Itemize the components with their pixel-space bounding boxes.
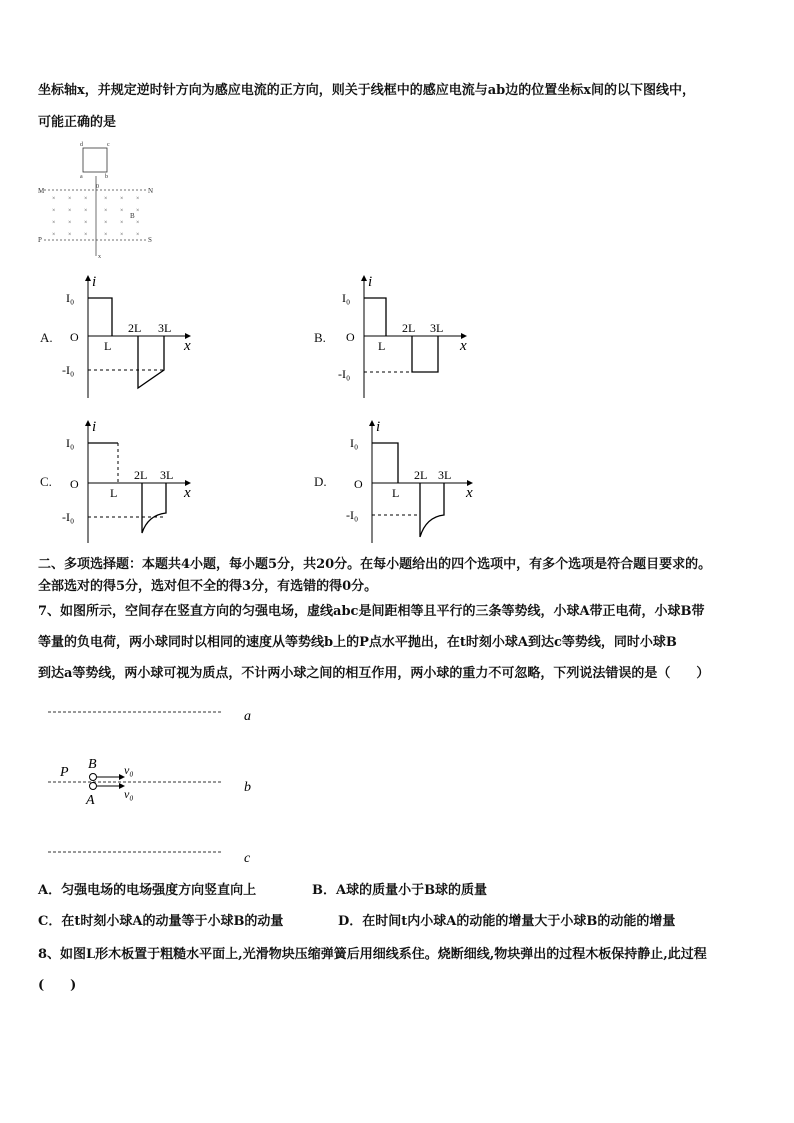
- neg-i0-label: -I₀: [62, 363, 75, 377]
- ball-b-label: B: [88, 757, 97, 772]
- i0-label: I₀: [66, 436, 75, 450]
- axis-i-label: i: [92, 274, 97, 290]
- q7-figure: [40, 700, 280, 870]
- 3l-label: 3L: [430, 321, 444, 335]
- option-a-letter[interactable]: A.: [40, 330, 53, 345]
- origin-label: O: [70, 477, 79, 491]
- field-cross: ×: [120, 196, 124, 202]
- corner-b: b: [105, 174, 108, 180]
- q6-line-1: 坐标轴x，并规定逆时针方向为感应电流的正方向，则关于线框中的感应电流与ab边的位置坐标x间的以下图线中，: [38, 83, 696, 98]
- origin-label: O: [346, 330, 355, 344]
- field-cross: ×: [136, 196, 140, 202]
- label-n: N: [148, 187, 154, 195]
- field-cross: ×: [84, 232, 88, 238]
- field-cross: ×: [84, 208, 88, 214]
- q7-line-2: 等量的负电荷，两小球同时以相同的速度从等势线b上的P点水平抛出，在t时刻小球A到达c等势线，同时小球B: [38, 635, 677, 650]
- q8-line-2: ( ): [38, 978, 77, 993]
- section-2-line-1: 二、多项选择题：本题共4小题，每小题5分，共20分。在每小题给出的四个选项中，有多个选项是符合题目要求的。: [38, 557, 712, 572]
- point-p-label: P: [60, 765, 69, 780]
- field-cross: ×: [84, 196, 88, 202]
- field-cross: ×: [68, 220, 72, 226]
- q7-option-b[interactable]: B．A球的质量小于B球的质量: [312, 883, 488, 898]
- field-cross: ×: [120, 232, 124, 238]
- 2l-label: 2L: [128, 321, 142, 335]
- 3l-label: 3L: [160, 468, 174, 482]
- 2l-label: 2L: [414, 468, 428, 482]
- field-cross: ×: [68, 196, 72, 202]
- axis-i-label: i: [92, 419, 97, 435]
- q7-option-a[interactable]: A．匀强电场的电场强度方向竖直向上: [38, 883, 257, 898]
- section-2-line-2: 全部选对的得5分，选对但不全的得3分，有选错的得0分。: [38, 579, 378, 594]
- l-label: L: [378, 339, 386, 353]
- graph-option-d[interactable]: [338, 415, 478, 545]
- field-cross: ×: [52, 208, 56, 214]
- i0-label: I₀: [342, 291, 351, 305]
- corner-a: a: [80, 174, 83, 180]
- axis-x-label: x: [184, 338, 191, 354]
- field-cross: ×: [120, 208, 124, 214]
- axis-x-label: x: [466, 485, 473, 501]
- origin-label: O: [354, 477, 363, 491]
- field-cross: ×: [104, 220, 108, 226]
- q6-field-figure: [36, 138, 166, 262]
- ball-a: [90, 783, 97, 790]
- neg-i0-label: -I₀: [62, 510, 75, 524]
- 3l-label: 3L: [438, 468, 452, 482]
- neg-i0-label: -I₀: [338, 367, 351, 381]
- i0-label: I₀: [66, 291, 75, 305]
- origin-label: 0: [96, 184, 99, 190]
- field-cross: ×: [104, 196, 108, 202]
- axis-x-label: x: [184, 485, 191, 501]
- wire-frame: [83, 148, 107, 172]
- l-label: L: [104, 339, 112, 353]
- i0-label: I₀: [350, 436, 359, 450]
- q8-line-1: 8、如图L形木板置于粗糙水平面上,光滑物块压缩弹簧后用细线系住。烧断细线,物块弹出的过程木板保持静止,此过程: [38, 947, 707, 962]
- v0-label-top: v₀: [124, 763, 134, 777]
- corner-d: d: [80, 142, 83, 148]
- v0-label-bottom: v₀: [124, 787, 134, 801]
- label-m: M: [38, 187, 45, 195]
- field-cross: ×: [136, 220, 140, 226]
- l-label: L: [110, 486, 118, 500]
- field-cross: ×: [52, 220, 56, 226]
- field-cross: ×: [120, 220, 124, 226]
- field-cross: ×: [104, 208, 108, 214]
- label-p: P: [38, 236, 42, 244]
- line-a-label: a: [244, 709, 251, 724]
- field-cross: ×: [136, 208, 140, 214]
- field-cross: ×: [104, 232, 108, 238]
- option-c-letter[interactable]: C.: [40, 474, 52, 489]
- q7-line-3: 到达a等势线，两小球可视为质点，不计两小球之间的相互作用，两小球的重力不可忽略，下列说法错误的是（ ）: [38, 666, 710, 681]
- origin-label: O: [70, 330, 79, 344]
- 2l-label: 2L: [134, 468, 148, 482]
- option-b-letter[interactable]: B.: [314, 330, 326, 345]
- field-b-label: B: [130, 212, 135, 220]
- l-label: L: [392, 486, 400, 500]
- label-s: S: [148, 236, 152, 244]
- field-cross: ×: [68, 232, 72, 238]
- field-cross: ×: [136, 232, 140, 238]
- q7-option-d[interactable]: D．在时间t内小球A的动能的增量大于小球B的动能的增量: [338, 914, 676, 929]
- axis-i-label: i: [368, 274, 373, 290]
- ball-b: [90, 774, 97, 781]
- option-d-letter[interactable]: D.: [314, 474, 327, 489]
- q6-line-2: 可能正确的是: [38, 115, 117, 130]
- field-cross: ×: [68, 208, 72, 214]
- field-cross: ×: [52, 232, 56, 238]
- axis-x-label: x: [98, 254, 101, 260]
- graph-option-a[interactable]: [62, 270, 202, 400]
- field-cross: ×: [84, 220, 88, 226]
- 2l-label: 2L: [402, 321, 416, 335]
- field-cross: ×: [52, 196, 56, 202]
- axis-i-label: i: [376, 419, 381, 435]
- q7-option-c[interactable]: C．在t时刻小球A的动量等于小球B的动量: [38, 914, 284, 929]
- axis-x-label: x: [460, 338, 467, 354]
- graph-option-b[interactable]: [338, 270, 478, 400]
- graph-option-c[interactable]: [62, 415, 202, 545]
- ball-a-label: A: [86, 793, 95, 808]
- line-b-label: b: [244, 780, 251, 795]
- neg-i0-label: -I₀: [346, 508, 359, 522]
- line-c-label: c: [244, 851, 251, 866]
- corner-c: c: [107, 142, 110, 148]
- q7-line-1: 7、如图所示，空间存在竖直方向的匀强电场，虚线abc是间距相等且平行的三条等势线，小球A带正电荷，小球B带: [38, 604, 705, 619]
- 3l-label: 3L: [158, 321, 172, 335]
